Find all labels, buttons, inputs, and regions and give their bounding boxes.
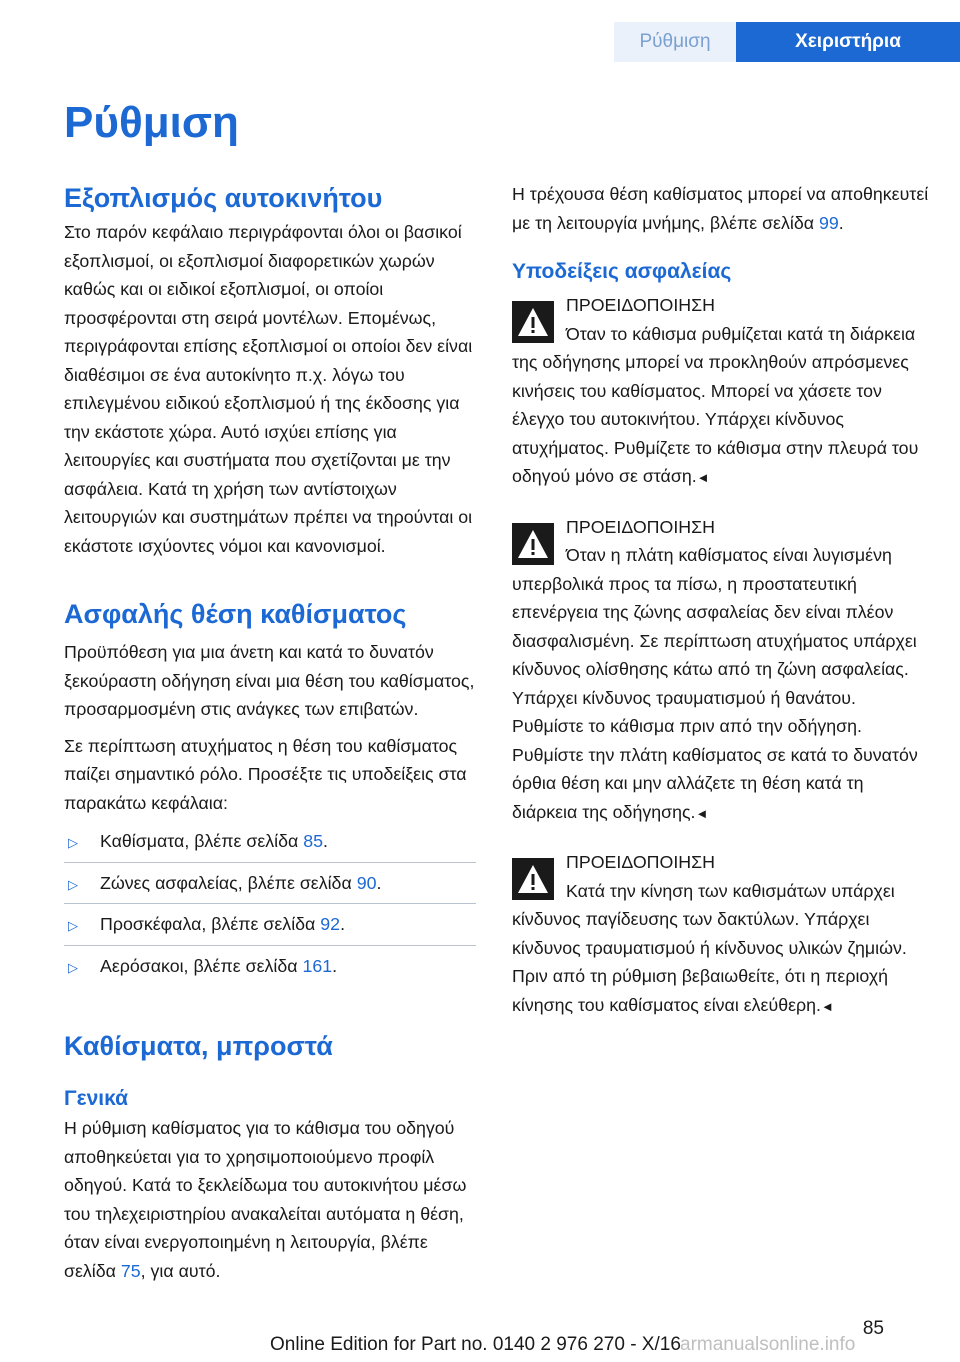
page-link[interactable]: 85: [303, 831, 324, 851]
equipment-heading: Εξοπλισμός αυτοκινήτου: [64, 183, 383, 213]
safety-notes-heading: Υποδείξεις ασφαλείας: [512, 260, 732, 283]
page-number: 85: [862, 1318, 884, 1339]
front-seats-heading: Καθίσματα, μπροστά: [64, 1031, 333, 1061]
left-column: [64, 180, 476, 1285]
safe-seat-text-2: Σε περίπτωση ατυχήματος η θέση του καθίσματος παίζει σημαντικό ρόλο. Προσέξτε τις υποδείξεις στα παρακάτω κεφάλαια:: [64, 735, 467, 813]
equipment-text: Στο παρόν κεφάλαιο περιγράφονται όλοι οι βασικοί εξοπλισμοί, οι εξοπλισμοί διαφορετικών χωρών καθώς και οι ειδικοί εξοπλισμοί, οι οποίοι προσφέρονται στη σειρά μοντέλων. Επομένως, περιγράφονται επίσης εξοπλισμοί οι οποίοι δεν είναι διαθέσιμοι σε ένα αυτοκίνητο π.χ. λόγω του επιλεγμένου ειδικού εξοπλισμού ή της έκδοσης για την εκάστοτε χώρα. Αυτό ισχύει επίσης για λειτουργίες και συστήματα που σχετίζονται με την ασφάλεια. Κατά τη χρήση των αντίστοιχων λειτουργιών και συστημάτων πρέπει να τηρούνται οι εκάστοτε ισχύοντες νόμοι και κανονισμοί.: [64, 222, 473, 556]
page-link[interactable]: 90: [356, 872, 377, 893]
warning-label: ΠΡΟΕΙΔΟΠΟΙΗΣΗ: [566, 295, 715, 315]
triangle-right-icon: ▷: [68, 835, 78, 850]
watermark: armanualsonline.info: [680, 1334, 856, 1355]
triangle-right-icon: ▷: [68, 959, 78, 975]
warning-triangle-icon: [512, 858, 554, 900]
list-item: ▷ Προσκέφαλα, βλέπε σελίδα 92.: [64, 904, 476, 946]
end-mark-icon: ◄: [695, 805, 709, 821]
warning-text: Κατά την κίνηση των καθισμάτων υπάρχει κίνδυνος παγίδευσης των δακτύλων. Υπάρχει κίνδυνος τραυματισμού ή κίνδυνος υλικών ζημιών. Πριν από τη ρύθμιση βεβαιωθείτε, ότι η περιοχή κίνησης του καθίσματος είναι ελεύθερη.◄: [512, 880, 907, 1015]
page-link[interactable]: 99: [818, 212, 839, 233]
right-column: [512, 180, 930, 1021]
page-title: Ρύθμιση: [64, 98, 239, 147]
page-header: [0, 0, 960, 62]
warning-text: Όταν το κάθισμα ρυθμίζεται κατά τη διάρκεια της οδήγησης μπορεί να προκληθούν απρόσμενες κινήσεις του καθίσματος. Μπορεί να χάσετε τον έλεγχο του αυτοκινήτου. Υπάρχει κίνδυνος ατυχήματος. Ρυθμίζετε το κάθισμα στην πλευρά του οδηγού μόνο σε στάση.◄: [512, 323, 919, 486]
warning-block: [512, 291, 930, 493]
safe-seat-heading: Ασφαλής θέση καθίσματος: [64, 599, 407, 629]
page-link[interactable]: 161: [302, 955, 333, 976]
general-heading: Γενικά: [64, 1087, 129, 1110]
list-item: ▷ Αερόσακοι, βλέπε σελίδα 161.: [64, 946, 476, 987]
warning-triangle-icon: [512, 523, 554, 565]
end-mark-icon: ◄: [696, 470, 710, 485]
chapter-tab: Χειριστήρια: [736, 22, 960, 62]
list-item: ▷ Καθίσματα, βλέπε σελίδα 85.: [64, 821, 476, 863]
page-link[interactable]: 75: [120, 1260, 141, 1281]
section-tab: Ρύθμιση: [614, 22, 736, 62]
reference-list: [64, 821, 476, 986]
triangle-right-icon: ▷: [68, 918, 78, 933]
warning-label: ΠΡΟΕΙΔΟΠΟΙΗΣΗ: [566, 516, 715, 537]
safe-seat-text-1: Προϋπόθεση για μια άνετη και κατά το δυνατόν ξεκούραστη οδήγηση είναι μια θέση του καθίσματος, προσαρμοσμένη στις ανάγκες των επιβατών.: [64, 642, 475, 719]
list-item: ▷ Ζώνες ασφαλείας, βλέπε σελίδα 90.: [64, 863, 476, 905]
memory-text: Η τρέχουσα θέση καθίσματος μπορεί να αποθηκευτεί με τη λειτουργία μνήμης, βλέπε σελίδα 99.: [512, 184, 929, 233]
page-link[interactable]: 92: [320, 914, 341, 934]
warning-label: ΠΡΟΕΙΔΟΠΟΙΗΣΗ: [566, 852, 715, 872]
warning-text: Όταν η πλάτη καθίσματος είναι λυγισμένη υπερβολικά προς τα πίσω, η προστατευτική επενέργεια της ζώνης ασφαλείας δεν είναι πλέον διασφαλισμένη. Σε περίπτωση ατυχήματος υπάρχει κίνδυνος ολίσθησης κάτω από τη ζώνη ασφαλείας. Υπάρχει κίνδυνος τραυματισμού ή θανάτου. Ρυθμίστε το κάθισμα πριν από την οδήγηση. Ρυθμίστε την πλάτη καθίσματος σε κατά το δυνατόν όρθια θέση και μην αλλάζετε τη θέση κατά τη διάρκεια της οδήγησης.◄: [512, 545, 918, 822]
warning-block: [512, 848, 930, 1021]
warning-block: [512, 513, 930, 829]
triangle-right-icon: ▷: [68, 876, 78, 892]
general-text: Η ρύθμιση καθίσματος για το κάθισμα του οδηγού αποθηκεύεται για το χρησιμοποιούμενο προφίλ οδηγού. Κατά το ξεκλείδωμα του αυτοκινήτου μέσω του τηλεχειριστηρίου ανακαλείται αυτόματα η θέση, όταν είναι ενεργοποιημένη η λειτουργία, βλέπε σελίδα 75, για αυτό.: [64, 1118, 467, 1281]
edition-note: Online Edition for Part no. 0140 2 976 270 - X/16: [270, 1334, 681, 1355]
warning-triangle-icon: [512, 301, 554, 343]
end-mark-icon: ◄: [820, 998, 834, 1014]
